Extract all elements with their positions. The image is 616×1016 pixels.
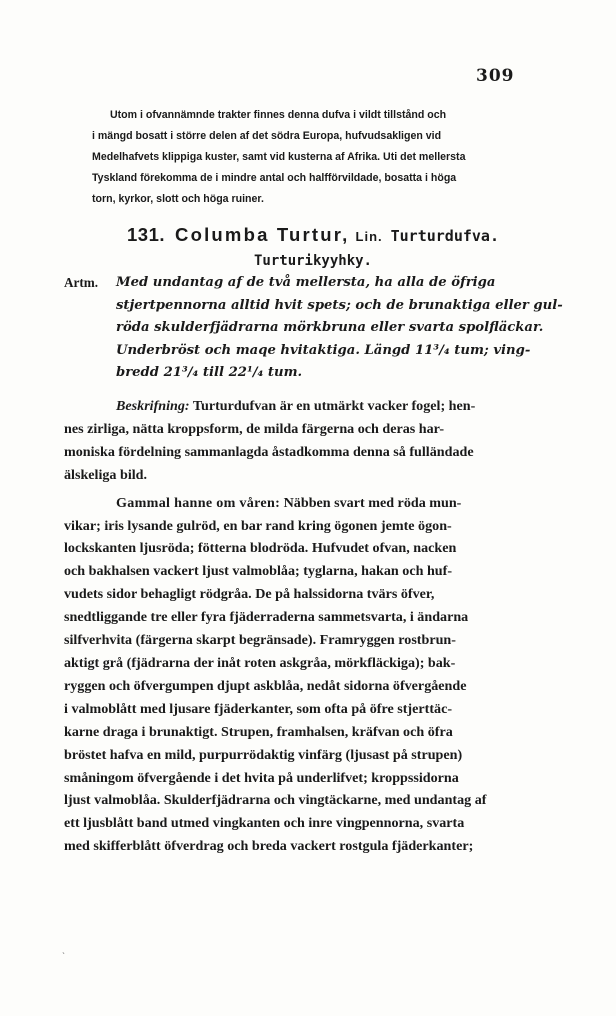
- old-male-line: med skifferblått öfverdrag och breda vackert rostgula fjäderkanter;: [64, 838, 474, 855]
- old-male-line: bröstet hafva en mild, purpurrödaktig vinfärg (ljusast på strupen): [64, 746, 463, 763]
- description-line: moniska fördelning sammanlagda åstadkomma denna så fulländade: [64, 443, 474, 460]
- intro-line: torn, kyrkor, slott och höga ruiner.: [92, 193, 264, 205]
- diagnosis-line: bredd 21³/₄ till 22¹/₄ tum.: [116, 365, 303, 380]
- old-male-label: Gammal hanne om våren:: [116, 494, 281, 511]
- intro-line: Tyskland förekomma de i mindre antal och halfförvildade, bosatta i höga: [92, 172, 457, 184]
- old-male-line: ryggen och öfvergumpen djupt askblåa, nedåt sidorna öfvergående: [64, 677, 467, 694]
- old-male-line: vudets sidor behagligt rödgråa. De på halssidorna tvärs öfver,: [64, 586, 435, 603]
- species-latin-name: Columba Turtur,: [175, 224, 350, 245]
- old-male-line: [64, 492, 542, 515]
- old-male-line: aktigt grå (fjädrarna der inåt roten askgråa, mörkfläckiga); bak-: [64, 654, 456, 671]
- description-line: nes zirliga, nätta kroppsform, de milda färgerna och deras har-: [64, 420, 445, 437]
- diagnosis-label: Artm.: [64, 275, 99, 290]
- species-swedish-name: Turturdufva.: [390, 227, 499, 245]
- old-male-line: ljust valmoblåa. Skulderfjädrarna och vingtäckarne, med undantag af: [64, 792, 487, 809]
- description-body: [64, 395, 542, 858]
- description-line: älskeliga bild.: [64, 466, 148, 483]
- diagnosis-line: Underbröst och maqe hvitaktiga. Längd 11³/₄ tum; ving-: [116, 342, 531, 358]
- old-male-line: småningom öfvergående i det hvita på underlifvet; kroppssidorna: [64, 769, 459, 786]
- intro-paragraph: [92, 105, 534, 210]
- description-line: [64, 395, 542, 418]
- species-author: Lin.: [355, 229, 383, 244]
- species-finnish-name: Turturikyyhky.: [253, 253, 372, 269]
- page-number: 309: [476, 66, 515, 86]
- intro-line: Utom i ofvannämnde trakter finnes denna dufva i vildt tillstånd och: [110, 109, 447, 121]
- old-male-line-text: Näbben svart med röda mun-: [280, 494, 462, 511]
- old-male-line: karne draga i brunaktigt. Strupen, framhalsen, kräfvan och öfra: [64, 723, 453, 740]
- old-male-line: vikar; iris lysande gulröd, en bar rand kring ögonen jemte ögon-: [64, 517, 452, 534]
- intro-line: Medelhafvets klippiga kuster, samt vid kusterna af Afrika. Uti det mellersta: [92, 151, 466, 163]
- old-male-line: snedtliggande tre eller fyra fjäderraderna sammetsvarta, i ändarna: [64, 609, 469, 626]
- old-male-line: ett ljusblått band utmed vingkanten och inre vingpennorna, svarta: [64, 815, 465, 832]
- old-male-line: lockskanten ljusröda; fötterna blodröda. Hufvudet ofvan, nacken: [64, 540, 457, 557]
- description-label: Beskrifning:: [116, 398, 190, 414]
- old-male-line: silfverhvita (färgerna skarpt begränsade). Framryggen rostbrun-: [64, 632, 456, 649]
- old-male-line: i valmoblått med ljusare fjäderkanter, som ofta på öfre stjerttäc-: [64, 700, 453, 717]
- diagnosis-line: Med undantag af de två mellersta, ha alla de öfriga: [116, 275, 496, 290]
- stray-ink-mark: ˎ: [62, 945, 65, 955]
- old-male-line: och bakhalsen vackert ljust valmoblåa; tyglarna, hakan och huf-: [64, 563, 453, 580]
- diagnosis-block: [64, 272, 563, 385]
- diagnosis-text: [116, 272, 563, 385]
- species-heading: [92, 222, 534, 271]
- species-number: 131.: [127, 224, 166, 245]
- intro-line: i mängd bosatt i större delen af det södra Europa, hufvudsakligen vid: [92, 130, 442, 142]
- description-line-text: Turturdufvan är en utmärkt vacker fogel; hen-: [189, 398, 476, 414]
- diagnosis-line: stjertpennorna alltid hvit spets; och de brunaktiga eller gul-: [116, 297, 563, 313]
- diagnosis-line: röda skulderfjädrarna mörkbruna eller svarta spolfläckar.: [116, 320, 544, 335]
- species-heading-main: [92, 222, 534, 250]
